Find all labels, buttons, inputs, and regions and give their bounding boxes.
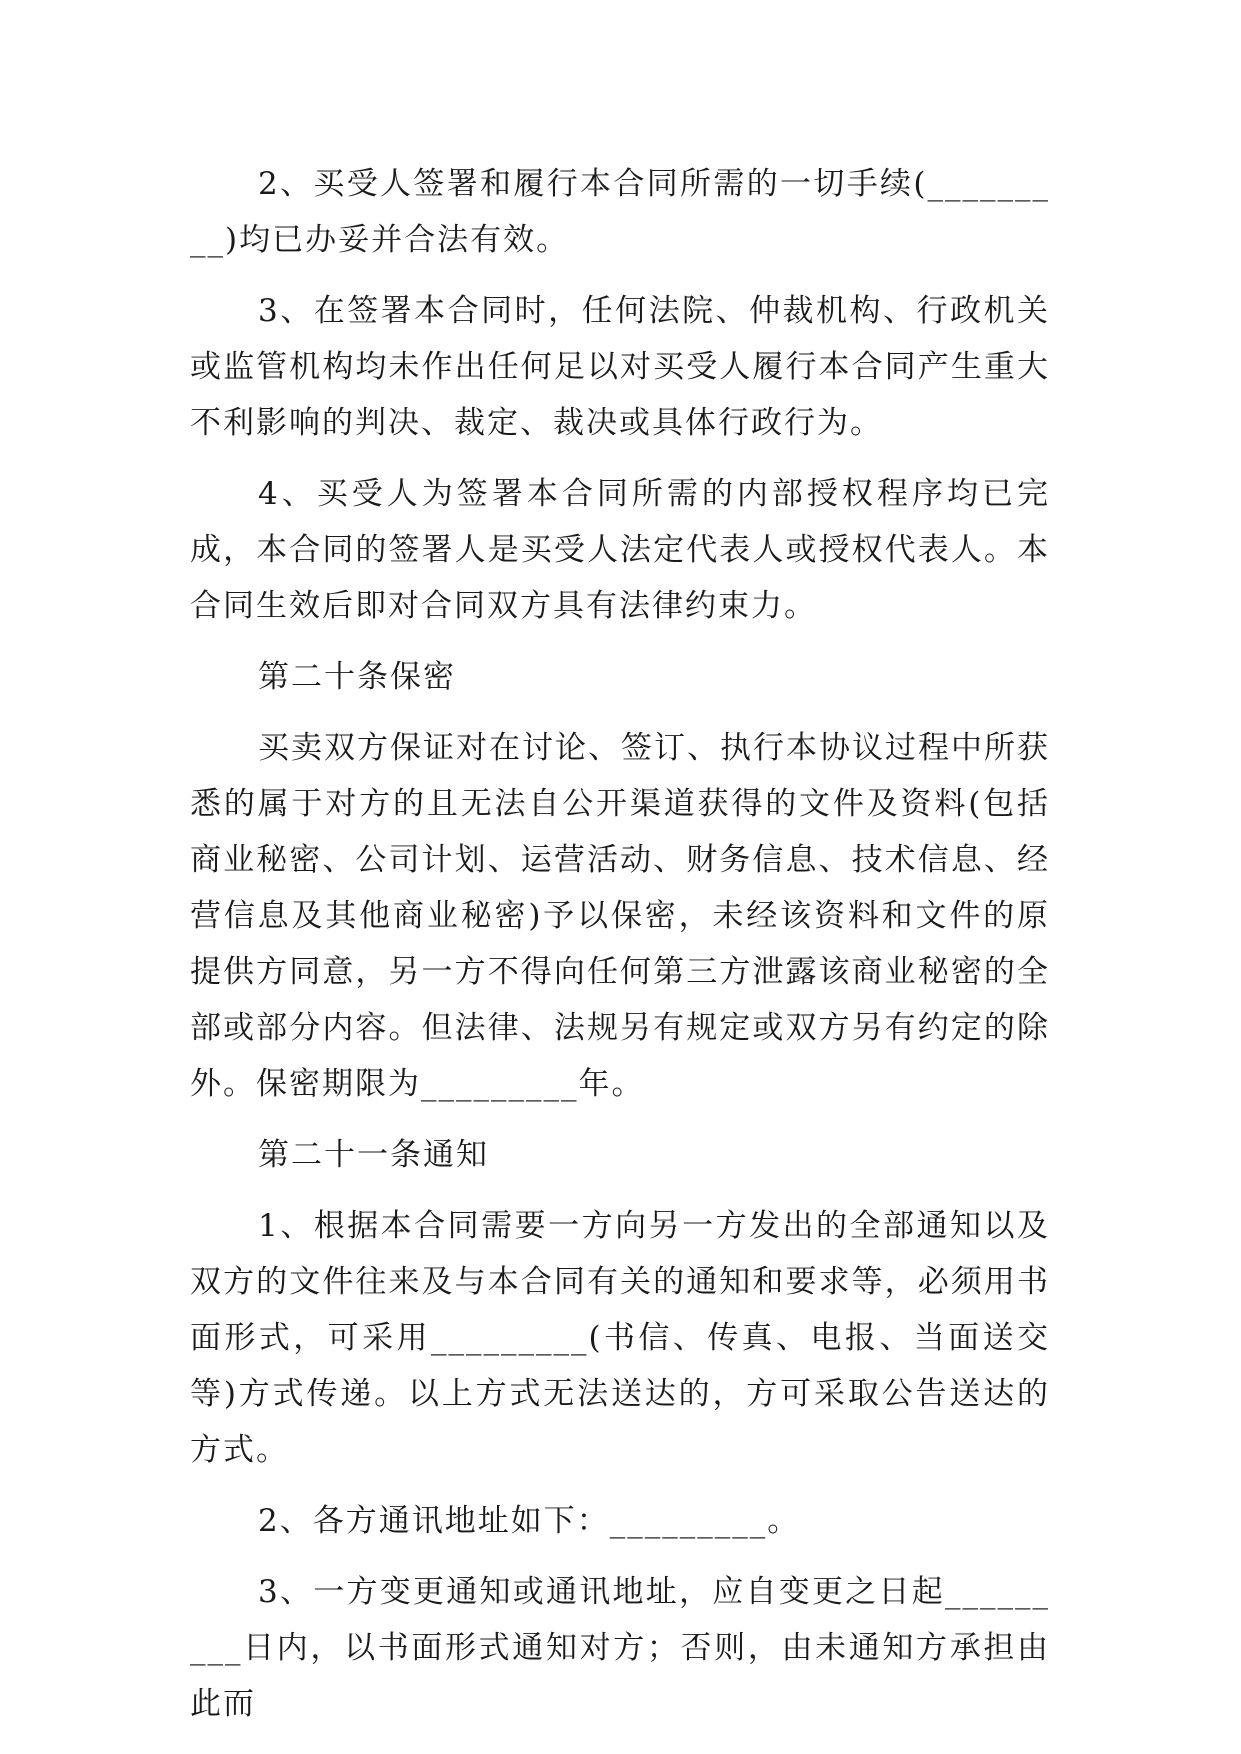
article-21-heading: 第二十一条通知 [258,1137,489,1173]
article-20-heading: 第二十条保密 [258,659,456,695]
paragraph-confidentiality: 买卖双方保证对在讨论、签订、执行本协议过程中所获悉的属于对方的且无法自公开渠道获得的文件及资料(包括商业秘密、公司计划、运营活动、财务信息、技术信息、经营信息及其他商业秘密)予以保密，未经该资料和文件的原提供方同意，另一方不得向任何第三方泄露该商业秘密的全部或部分内容。但法律、法规另有规定或双方另有约定的除外。保密期限为_________年。 [190,730,1050,1102]
document-body [190,156,1050,1747]
paragraph-no-adverse-rulings: 3、在签署本合同时，任何法院、仲裁机构、行政机关或监管机构均未作出任何足以对买受人履行本合同产生重大不利影响的判决、裁定、裁决或具体行政行为。 [190,293,1050,441]
paragraph-notice-addresses: 2、各方通讯地址如下：_________。 [258,1503,801,1539]
paragraph-address-change: 3、一方变更通知或通讯地址，应自变更之日起_________日内，以书面形式通知对方；否则，由未通知方承担由此而 [190,1574,1050,1722]
paragraph-internal-authorization: 4、买受人为签署本合同所需的内部授权程序均已完成，本合同的签署人是买受人法定代表人或授权代表人。本合同生效后即对合同双方具有法律约束力。 [190,476,1050,624]
paragraph-notice-form: 1、根据本合同需要一方向另一方发出的全部通知以及双方的文件往来及与本合同有关的通知和要求等，必须用书面形式，可采用_________(书信、传真、电报、当面送交等)方式传递。以上方式无法送达的，方可采取公告送达的方式。 [190,1208,1050,1468]
paragraph-signing-procedures: 2、买受人签署和履行本合同所需的一切手续(_________)均已办妥并合法有效。 [190,166,1050,258]
